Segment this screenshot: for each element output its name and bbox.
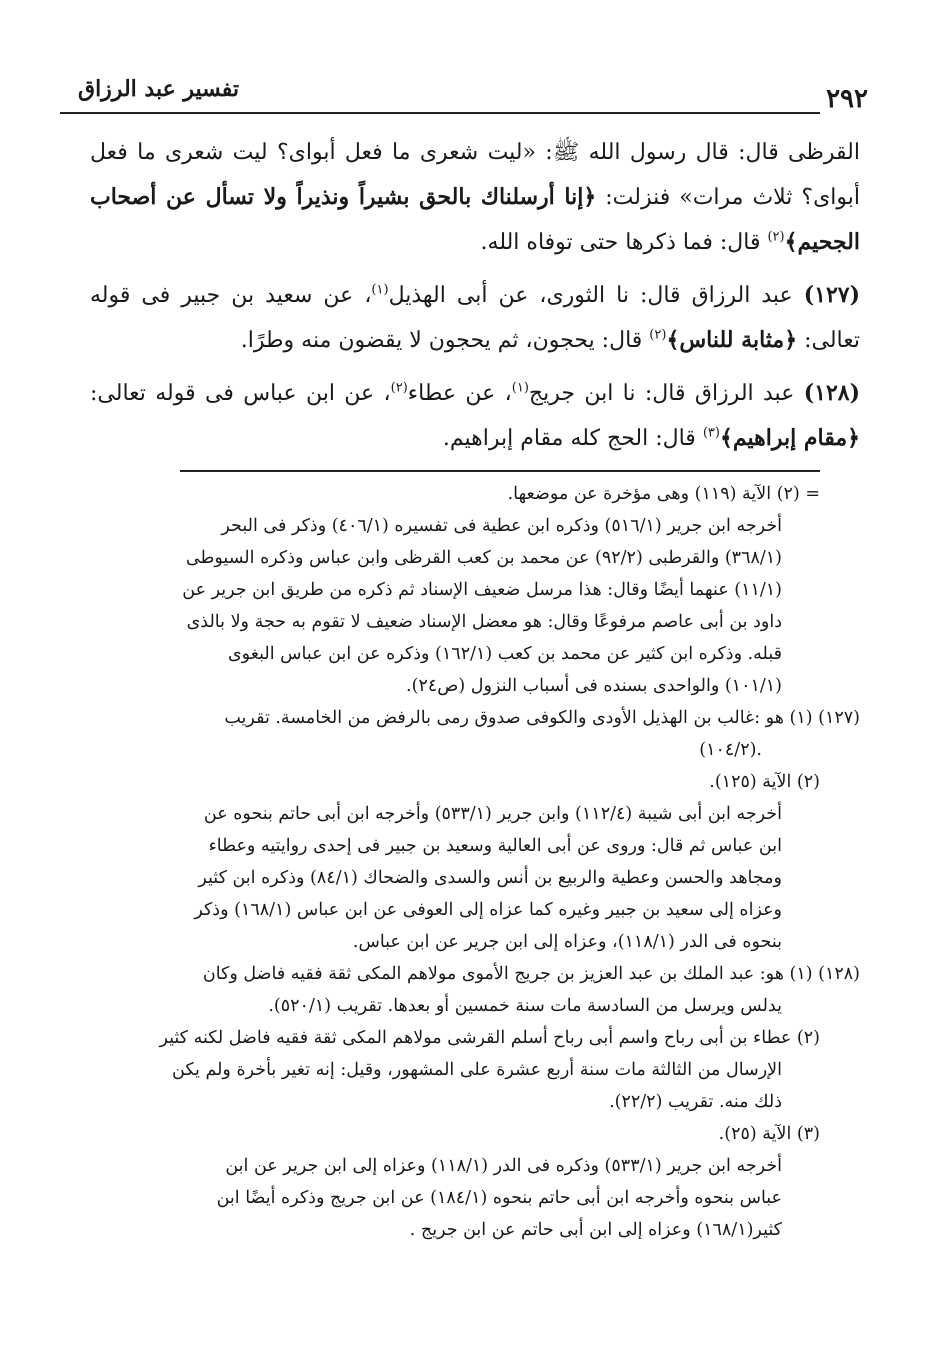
footnote-line: .(١٠٤/٢) <box>699 740 762 760</box>
para3-text-c: ، عن ابن عباس فى قوله تعالى: <box>90 381 391 406</box>
narration-number: (١٢٧) <box>803 282 860 308</box>
footnote-line: (١٠١/١) والواحدى بسنده فى أسباب النزول (ص٢٤). <box>406 676 782 696</box>
para1-line1: القرظى قال: قال رسول الله ﷺ: «ليت شعرى ما فعل أبواى؟ ليت شعرى ما فعل <box>90 140 860 165</box>
para2-text-b: ، عن سعيد بن جبير فى قوله تعالى: <box>90 283 860 353</box>
footnote-line: يدلس ويرسل من السادسة مات سنة خمسين أو بعدها. تقريب (٥٢٠/١). <box>268 996 782 1016</box>
footnote-ref: (٣) <box>702 425 720 441</box>
footnote-line: (٣) الآية (٢٥). <box>718 1124 820 1144</box>
para2-text-c: قال: يحجون، ثم يحجون لا يقضون منه وطرًا. <box>240 328 650 353</box>
footnote-ref: (٢) <box>390 380 408 396</box>
footnote-line: أخرجه ابن أبى شيبة (١١٢/٤) وابن جرير (٥٣٣/١) وأخرجه ابن أبى حاتم بنحوه عن <box>203 804 782 824</box>
footnote-line: = (٢) الآية (١١٩) وهى مؤخرة عن موضعها. <box>507 484 820 504</box>
running-title: تفسير عبد الرزاق <box>78 76 240 102</box>
footnote-line: أخرجه ابن جرير (٥٣٣/١) وذكره فى الدر (١١٨/١) وعزاه إلى ابن جرير عن ابن <box>225 1156 782 1176</box>
paragraph-1 <box>90 130 860 265</box>
footnote-line: (١٢٨) (١) هو: عبد الملك بن عبد العزيز بن جريج الأموى مولاهم المكى ثقة فقيه فاضل وكان <box>202 964 860 984</box>
footnote-ref: (١) <box>371 282 389 298</box>
footnote-line: كثير(١٦٨/١) وعزاه إلى ابن أبى حاتم عن ابن جريج . <box>409 1220 782 1240</box>
paragraph-2 <box>90 273 860 363</box>
footnote-ref: (٢) <box>649 327 667 343</box>
para2-text-a: عبد الرزاق قال: نا الثورى، عن أبى الهذيل <box>388 283 804 308</box>
quran-quote: ﴿مقام إبراهيم﴾ <box>719 425 860 451</box>
paragraph-3 <box>90 371 860 461</box>
footnote-line: الإرسال من الثالثة مات سنة أربع عشرة على المشهور، وقيل: إنه تغير بأخرة ولم يكن <box>172 1060 782 1080</box>
footnote-line: ذلك منه. تقريب (٢٢/٢). <box>609 1092 782 1112</box>
footnote-line: ابن عباس ثم قال: وروى عن أبى العالية وسعيد بن جبير فى إحدى روايتيه وعطاء <box>208 836 782 856</box>
page-number: ٢٩٢ <box>826 84 868 114</box>
para1-end: قال: فما ذكرها حتى توفاه الله. <box>480 230 768 255</box>
footnote-line: (٢) الآية (١٢٥). <box>709 772 820 792</box>
footnote-line: داود بن أبى عاصم مرفوعًا وقال: هو معضل الإسناد ضعيف لا تقوم به حجة ولا بالذى <box>186 612 782 632</box>
footnote-ref: (١) <box>511 380 529 396</box>
footnote-rule <box>180 470 820 472</box>
main-text <box>90 130 860 469</box>
footnotes <box>70 478 860 1246</box>
footnote-line: بنحوه فى الدر (١١٨/١)، وعزاه إلى ابن جرير عن ابن عباس. <box>352 932 782 952</box>
footnote-line: قبله. وذكره ابن كثير عن محمد بن كعب (١٦٢/١) وذكره عن ابن عباس البغوى <box>227 644 782 664</box>
footnote-line: أخرجه ابن جرير (٥١٦/١) وذكره ابن عطية فى تفسيره (٤٠٦/١) وذكر فى البحر <box>221 516 782 536</box>
footnote-line: (١٢٧) (١) هو :غالب بن الهذيل الأودى والكوفى صدوق رمى بالرفض من الخامسة. تقريب <box>224 708 860 728</box>
footnote-line: ومجاهد والحسن وعطية والربيع بن أنس والسدى والضحاك (٨٤/١) وذكره ابن كثير <box>198 868 782 888</box>
footnote-line: (٢) عطاء بن أبى رباح واسم أبى رباح أسلم القرشى مولاهم المكى ثقة فقيه فاضل لكنه كثير <box>159 1028 820 1048</box>
footnote-line: وعزاه إلى سعيد بن جبير وغيره كما عزاه إلى العوفى عن ابن عباس (١٦٨/١) وذكر <box>194 900 782 920</box>
para1-line2: أبواى؟ ثلاث مرات» فنزلت: <box>596 185 861 210</box>
narration-number: (١٢٨) <box>803 380 860 406</box>
page-header <box>70 72 880 112</box>
footnote-line: (١١/١) عنهما أيضًا وقال: هذا مرسل ضعيف الإسناد ثم ذكره من طريق ابن جرير عن <box>182 580 782 600</box>
footnote-ref: (٢) <box>767 229 785 245</box>
header-rule <box>60 112 820 114</box>
footnote-line: (٣٦٨/١) والقرطبى (٩٢/٢) عن محمد بن كعب القرظى وابن عباس وذكره السيوطى <box>185 548 782 568</box>
quran-quote: ﴿مثابة للناس﴾ <box>666 327 798 353</box>
footnote-line: عباس بنحوه وأخرجه ابن أبى حاتم بنحوه (١٨٤/١) عن ابن جريج وذكره أيضًا ابن <box>216 1188 782 1208</box>
para3-text-a: عبد الرزاق قال: نا ابن جريج <box>528 381 804 406</box>
para3-text-d: قال: الحج كله مقام إبراهيم. <box>442 426 703 451</box>
para3-text-b: ، عن عطاء <box>407 381 512 406</box>
quran-quote: ﴿إنا أرسلناك بالحق بشيراً ونذيراً ولا تسأل عن أصحاب الجحيم﴾ <box>90 184 860 255</box>
